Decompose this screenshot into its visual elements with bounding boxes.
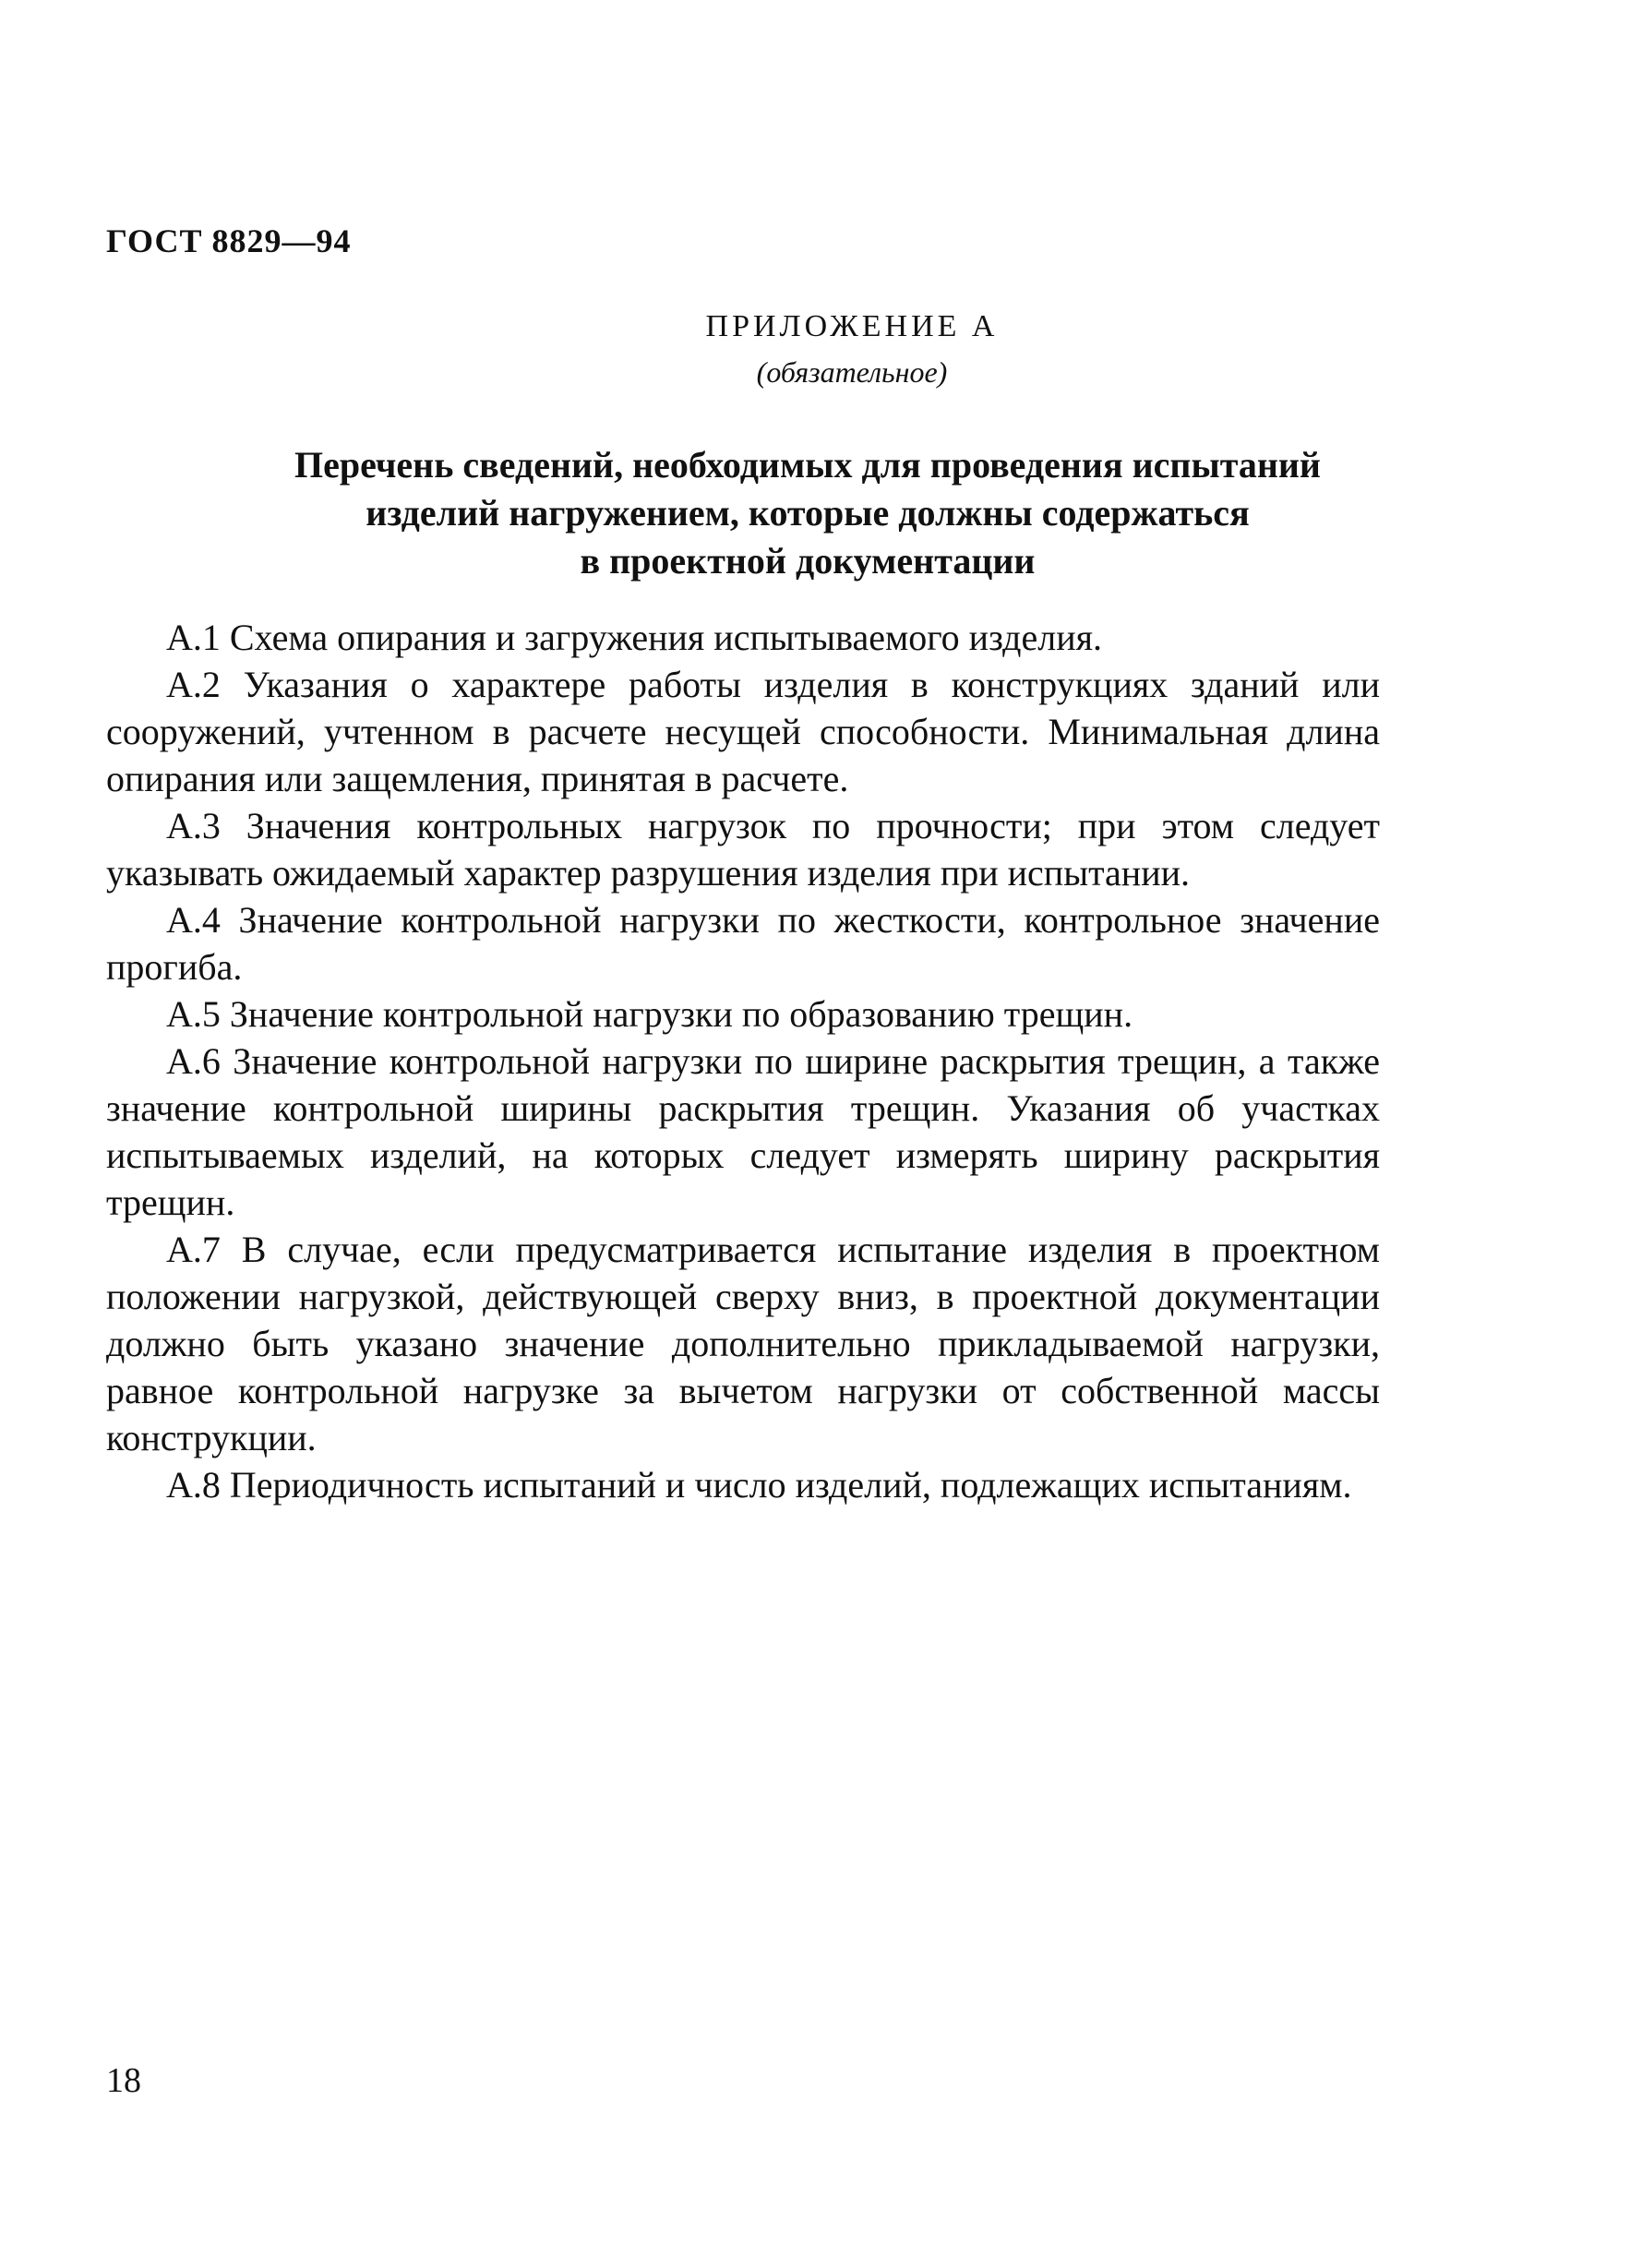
paragraph-a3: А.3 Значения контрольных нагрузок по прочности; при этом следует указывать ожидаемый характер разрушения изделия при испытании. (106, 805, 1380, 894)
heading-line: Перечень сведений, необходимых для проведения испытаний (294, 444, 1321, 486)
page-number: 18 (106, 2061, 141, 2100)
appendix-body (106, 614, 1380, 1508)
paragraph-a2: А.2 Указания о характере работы изделия в конструкциях зданий или сооружений, учтенном в расчете несущей способности. Минимальная длина опирания или защемления, принятая в расчете. (106, 664, 1380, 799)
paragraph-a7: А.7 В случае, если предусматривается испытание изделия в проектном положении нагрузкой, действующей сверху вниз, в проектной документации должно быть указано значение дополнительно прикладываемой нагрузки, равное контрольной нагрузке за вычетом нагрузки от собственной массы конструкции. (106, 1229, 1380, 1458)
heading-line: в проектной документации (580, 540, 1036, 582)
paragraph-a4: А.4 Значение контрольной нагрузки по жесткости, контрольное значение прогиба. (106, 899, 1380, 988)
paragraph-a6: А.6 Значение контрольной нагрузки по ширине раскрытия трещин, а также значение контрольной ширины раскрытия трещин. Указания об участках испытываемых изделий, на которых следует измерять ширину раскрытия трещин. (106, 1040, 1380, 1223)
paragraph-a1: А.1 Схема опирания и загружения испытываемого изделия. (166, 617, 1103, 658)
appendix-title: ПРИЛОЖЕНИЕ А (705, 309, 999, 343)
paragraph-a5: А.5 Значение контрольной нагрузки по образованию трещин. (166, 993, 1133, 1035)
document-code: ГОСТ 8829—94 (106, 222, 352, 259)
paragraph-a8: А.8 Периодичность испытаний и число изделий, подлежащих испытаниям. (166, 1464, 1352, 1506)
heading-line: изделий нагружением, которые должны содержаться (366, 492, 1250, 534)
appendix-heading (120, 441, 1495, 585)
appendix-status: (обязательное) (756, 355, 948, 389)
